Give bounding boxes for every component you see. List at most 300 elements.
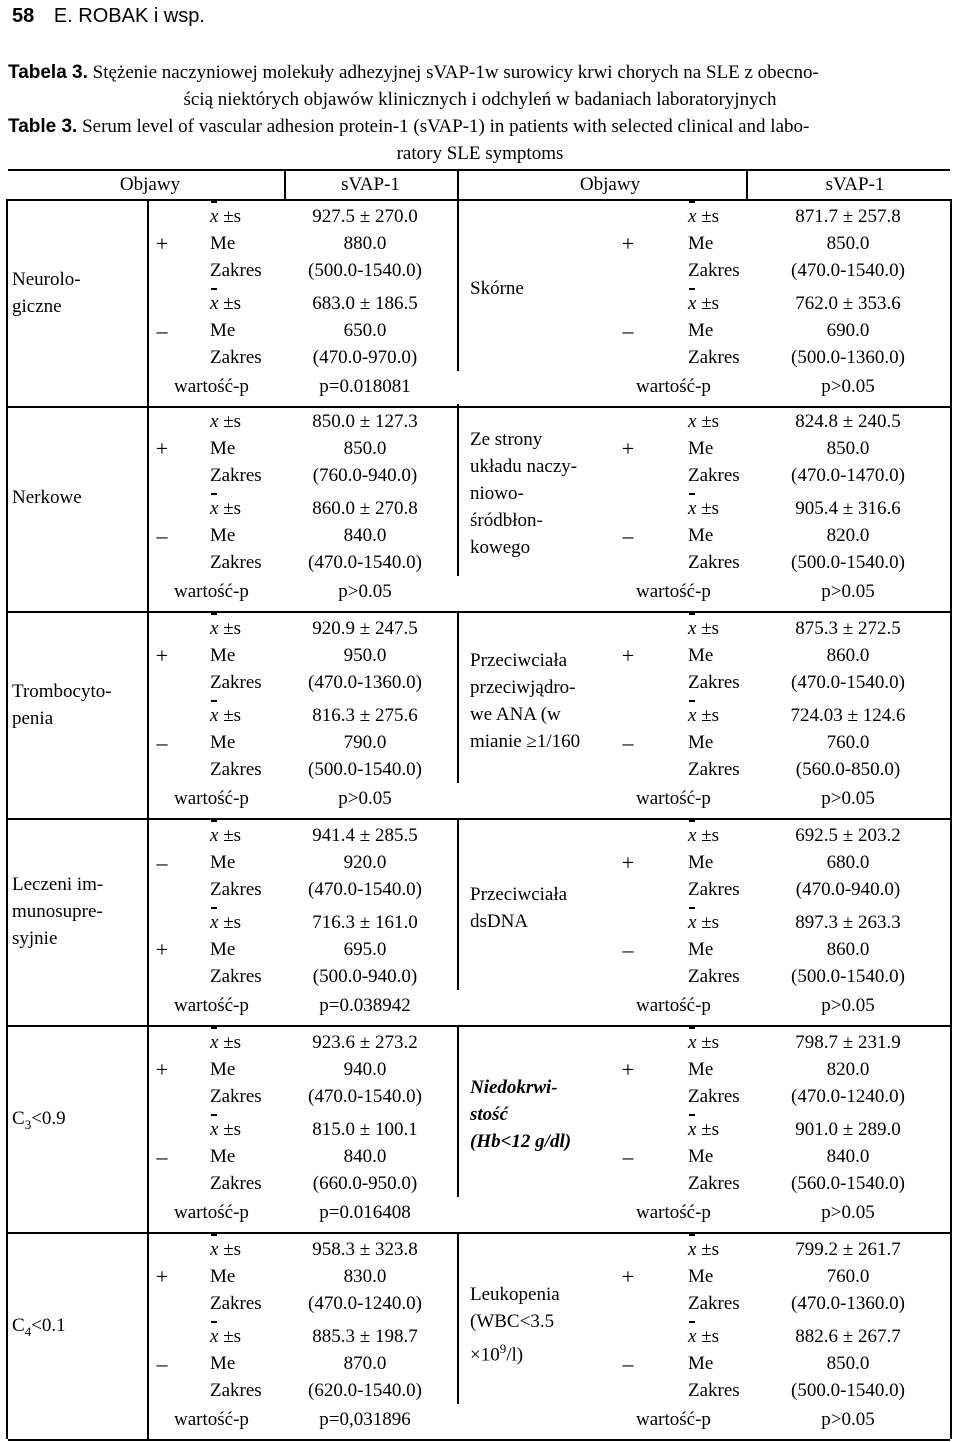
right-range-label: Zakres (688, 1173, 740, 1194)
table-rule-v (6, 199, 8, 406)
table-rule-v (950, 818, 952, 1025)
right-group-sign: + (621, 231, 635, 256)
left-median-value: 920.0 (343, 852, 387, 873)
right-mean-value: 897.3 ± 263.3 (795, 912, 901, 933)
mean-symbol: x (688, 1236, 696, 1263)
right-feature-name (470, 275, 524, 302)
right-median-value: 840.0 (826, 1146, 870, 1167)
feature-name-text: Skórne (470, 278, 524, 299)
left-pvalue: p=0.018081 (319, 376, 411, 397)
mean-symbol: x (688, 290, 696, 317)
left-feature-name (12, 266, 81, 320)
left-median-label: Me (210, 1059, 236, 1080)
left-range-label: Zakres (210, 1380, 262, 1401)
left-feature-name (12, 678, 112, 732)
right-group-sign: + (621, 436, 635, 461)
left-pvalue: p=0,031896 (319, 1409, 411, 1430)
right-median-label: Me (688, 1353, 714, 1374)
left-median-value: 850.0 (343, 438, 387, 459)
feature-name-text: Trombocyto- penia (12, 680, 112, 729)
right-group-sign: – (622, 937, 634, 962)
right-median-label: Me (688, 525, 714, 546)
running-head (12, 0, 205, 32)
mean-symbol: x (688, 495, 696, 522)
mean-symbol: x (688, 615, 696, 642)
left-range-value: (470.0-1240.0) (308, 1293, 422, 1314)
plus-minus-s: ±s (696, 1239, 720, 1260)
right-mean-value: 692.5 ± 203.2 (795, 825, 901, 846)
header-svap-right: sVAP-1 (825, 174, 885, 195)
left-range-value: (500.0-940.0) (312, 966, 418, 987)
left-mean-label (210, 1236, 241, 1263)
mean-symbol: x (210, 1323, 218, 1350)
left-group-sign: – (156, 730, 168, 755)
left-mean-label (210, 615, 241, 642)
right-mean-value: 824.8 ± 240.5 (795, 411, 901, 432)
feature-name-text: C (12, 1108, 25, 1129)
plus-minus-s: ±s (218, 206, 242, 227)
table-rule-v (147, 199, 149, 406)
table-rule-v (6, 404, 8, 611)
plus-minus-s: ±s (696, 206, 720, 227)
left-median-value: 880.0 (343, 233, 387, 254)
right-pvalue-label: wartość-p (636, 1202, 711, 1223)
right-mean-label (688, 290, 719, 317)
left-mean-label (210, 495, 241, 522)
left-median-value: 830.0 (343, 1266, 387, 1287)
mean-symbol: x (210, 702, 218, 729)
right-median-value: 850.0 (826, 1353, 870, 1374)
table-rule-h (8, 1025, 950, 1027)
table-rule-v (457, 404, 459, 576)
left-mean-value: 683.0 ± 186.5 (312, 293, 418, 314)
left-mean-label (210, 1029, 241, 1056)
table-rule-v (746, 169, 748, 199)
table-rule-v (950, 199, 952, 406)
right-mean-value: 875.3 ± 272.5 (795, 618, 901, 639)
right-mean-label (688, 615, 719, 642)
right-median-value: 850.0 (826, 233, 870, 254)
right-range-label: Zakres (688, 672, 740, 693)
left-group-sign: – (156, 1144, 168, 1169)
left-range-value: (470.0-1360.0) (308, 672, 422, 693)
right-pvalue: p>0.05 (821, 1409, 875, 1430)
table-rule-h (8, 611, 950, 613)
table-rule-v (457, 1232, 459, 1404)
left-range-value: (760.0-940.0) (312, 465, 418, 486)
right-mean-value: 871.7 ± 257.8 (795, 206, 901, 227)
right-mean-label (688, 1323, 719, 1350)
left-median-label: Me (210, 645, 236, 666)
left-mean-value: 885.3 ± 198.7 (312, 1326, 418, 1347)
left-pvalue-label: wartość-p (174, 788, 249, 809)
right-mean-label (688, 822, 719, 849)
feature-name-subscript: 3 (24, 1116, 32, 1132)
feature-name-text: Przeciwciała dsDNA (470, 883, 568, 932)
left-group-sign: – (156, 850, 168, 875)
right-pvalue-label: wartość-p (636, 376, 711, 397)
left-mean-value: 920.9 ± 247.5 (312, 618, 418, 639)
right-range-value: (560.0-850.0) (795, 759, 901, 780)
plus-minus-s: ±s (696, 411, 720, 432)
right-range-value: (500.0-1540.0) (791, 552, 905, 573)
right-mean-value: 901.0 ± 289.0 (795, 1119, 901, 1140)
right-group-sign: – (622, 318, 634, 343)
right-range-label: Zakres (688, 347, 740, 368)
left-range-value: (500.0-1540.0) (308, 759, 422, 780)
left-median-value: 695.0 (343, 939, 387, 960)
right-mean-value: 882.6 ± 267.7 (795, 1326, 901, 1347)
mean-symbol: x (210, 1236, 218, 1263)
table-rule-v (950, 404, 952, 611)
right-group-sign: + (621, 643, 635, 668)
right-mean-label (688, 1029, 719, 1056)
left-median-label: Me (210, 1266, 236, 1287)
left-median-label: Me (210, 732, 236, 753)
right-median-value: 850.0 (826, 438, 870, 459)
right-mean-label (688, 1116, 719, 1143)
left-mean-value: 923.6 ± 273.2 (312, 1032, 418, 1053)
left-median-label: Me (210, 852, 236, 873)
right-median-label: Me (688, 732, 714, 753)
plus-minus-s: ±s (218, 1119, 242, 1140)
right-median-value: 760.0 (826, 732, 870, 753)
left-median-label: Me (210, 1146, 236, 1167)
caption-line1-en: Serum level of vascular adhesion protein-1 (sVAP-1) in patients with selected clinical and labo- (82, 116, 810, 137)
right-mean-label (688, 909, 719, 936)
table-rule-v (950, 1025, 952, 1232)
right-mean-value: 724.03 ± 124.6 (790, 705, 906, 726)
right-group-sign: – (622, 1144, 634, 1169)
right-mean-label (688, 1236, 719, 1263)
plus-minus-s: ±s (218, 1032, 242, 1053)
right-pvalue: p>0.05 (821, 1202, 875, 1223)
table-rule-h (8, 1232, 950, 1234)
feature-name-text: C (12, 1315, 25, 1336)
right-pvalue-label: wartość-p (636, 581, 711, 602)
right-range-label: Zakres (688, 879, 740, 900)
table-rule-v (6, 1025, 8, 1232)
right-mean-label (688, 702, 719, 729)
left-range-label: Zakres (210, 966, 262, 987)
left-pvalue: p>0.05 (338, 581, 392, 602)
feature-name-tail: <0.9 (31, 1108, 66, 1129)
mean-symbol: x (210, 615, 218, 642)
left-group-sign: + (155, 1057, 169, 1082)
right-median-label: Me (688, 939, 714, 960)
right-range-value: (500.0-1540.0) (791, 1380, 905, 1401)
left-range-value: (470.0-1540.0) (308, 879, 422, 900)
caption-line1-pl: Stężenie naczyniowej molekuły adhezyjnej sVAP-1w surowicy krwi chorych na SLE z obecno- (92, 62, 819, 83)
right-range-label: Zakres (688, 260, 740, 281)
caption-line2-en: ratory SLE symptoms (396, 143, 564, 164)
left-median-label: Me (210, 233, 236, 254)
table-rule-v (457, 1025, 459, 1197)
left-group-sign: – (156, 318, 168, 343)
mean-symbol: x (210, 495, 218, 522)
right-pvalue: p>0.05 (821, 581, 875, 602)
left-mean-label (210, 408, 241, 435)
right-pvalue: p>0.05 (821, 788, 875, 809)
right-median-label: Me (688, 645, 714, 666)
left-range-label: Zakres (210, 1086, 262, 1107)
plus-minus-s: ±s (218, 1239, 242, 1260)
left-median-label: Me (210, 525, 236, 546)
right-range-label: Zakres (688, 465, 740, 486)
left-range-label: Zakres (210, 879, 262, 900)
right-group-sign: – (622, 1351, 634, 1376)
right-pvalue-label: wartość-p (636, 788, 711, 809)
plus-minus-s: ±s (696, 1032, 720, 1053)
left-mean-value: 716.3 ± 161.0 (312, 912, 418, 933)
left-feature-name (12, 871, 103, 952)
plus-minus-s: ±s (218, 411, 242, 432)
left-mean-label (210, 702, 241, 729)
left-mean-label (210, 1116, 241, 1143)
caption-english (8, 113, 952, 167)
left-median-value: 790.0 (343, 732, 387, 753)
right-median-label: Me (688, 852, 714, 873)
left-range-label: Zakres (210, 465, 262, 486)
table-rule-v (147, 818, 149, 1025)
right-range-label: Zakres (688, 1293, 740, 1314)
caption-line2-pl: ścią niektórych objawów klinicznych i odchyleń w badaniach laboratoryjnych (183, 89, 777, 110)
mean-symbol: x (210, 822, 218, 849)
mean-symbol: x (210, 1029, 218, 1056)
left-mean-value: 927.5 ± 270.0 (312, 206, 418, 227)
left-mean-label (210, 909, 241, 936)
table-rule-v (147, 404, 149, 611)
right-range-value: (500.0-1540.0) (791, 966, 905, 987)
right-range-value: (470.0-1470.0) (791, 465, 905, 486)
mean-symbol: x (210, 290, 218, 317)
plus-minus-s: ±s (696, 705, 720, 726)
table-rule-v (950, 1232, 952, 1439)
mean-symbol: x (688, 408, 696, 435)
feature-name-text: Ze strony układu naczy- niowo- śródbłon- kowego (470, 429, 578, 558)
right-feature-name (470, 881, 567, 935)
mean-symbol: x (210, 203, 218, 230)
table-rule-h (8, 199, 950, 201)
left-group-sign: + (155, 231, 169, 256)
page-number: 58 (12, 5, 35, 27)
left-median-label: Me (210, 939, 236, 960)
right-pvalue: p>0.05 (821, 376, 875, 397)
left-feature-name (12, 1312, 66, 1345)
left-range-label: Zakres (210, 759, 262, 780)
caption-label-en: Table 3. (8, 116, 78, 137)
left-range-value: (470.0-970.0) (312, 347, 418, 368)
right-range-label: Zakres (688, 966, 740, 987)
left-median-value: 840.0 (343, 525, 387, 546)
feature-name-text: Leczeni im- munosupre- syjnie (12, 874, 104, 949)
left-range-label: Zakres (210, 260, 262, 281)
right-mean-label (688, 495, 719, 522)
left-mean-value: 850.0 ± 127.3 (312, 411, 418, 432)
left-range-label: Zakres (210, 1293, 262, 1314)
left-pvalue-label: wartość-p (174, 581, 249, 602)
right-range-value: (560.0-1540.0) (791, 1173, 905, 1194)
right-feature-name (470, 1074, 571, 1155)
left-median-label: Me (210, 1353, 236, 1374)
right-median-value: 860.0 (826, 645, 870, 666)
right-range-label: Zakres (688, 552, 740, 573)
caption-label-pl: Tabela 3. (8, 62, 88, 83)
mean-symbol: x (688, 1323, 696, 1350)
plus-minus-s: ±s (218, 1326, 242, 1347)
mean-symbol: x (688, 909, 696, 936)
right-mean-value: 798.7 ± 231.9 (795, 1032, 901, 1053)
left-pvalue-label: wartość-p (174, 995, 249, 1016)
right-median-value: 680.0 (826, 852, 870, 873)
table-rule-v (147, 1025, 149, 1232)
right-median-label: Me (688, 1059, 714, 1080)
plus-minus-s: ±s (218, 498, 242, 519)
right-median-value: 820.0 (826, 1059, 870, 1080)
left-mean-value: 941.4 ± 285.5 (312, 825, 418, 846)
plus-minus-s: ±s (696, 618, 720, 639)
plus-minus-s: ±s (696, 498, 720, 519)
feature-name-text: Nerkowe (12, 487, 82, 508)
left-pvalue-label: wartość-p (174, 1409, 249, 1430)
left-feature-name (12, 1105, 66, 1138)
right-range-value: (470.0-1540.0) (791, 260, 905, 281)
mean-symbol: x (210, 909, 218, 936)
mean-symbol: x (210, 408, 218, 435)
left-range-value: (660.0-950.0) (312, 1173, 418, 1194)
feature-name-superscript: 9 (499, 1341, 507, 1356)
plus-minus-s: ±s (696, 293, 720, 314)
left-range-label: Zakres (210, 672, 262, 693)
left-median-value: 840.0 (343, 1146, 387, 1167)
plus-minus-s: ±s (696, 1119, 720, 1140)
left-range-value: (470.0-1540.0) (308, 552, 422, 573)
right-median-label: Me (688, 1266, 714, 1287)
left-group-sign: – (156, 1351, 168, 1376)
left-pvalue-label: wartość-p (174, 376, 249, 397)
right-median-value: 760.0 (826, 1266, 870, 1287)
right-group-sign: + (621, 1057, 635, 1082)
right-pvalue-label: wartość-p (636, 995, 711, 1016)
left-mean-value: 860.0 ± 270.8 (312, 498, 418, 519)
plus-minus-s: ±s (696, 825, 720, 846)
right-mean-value: 762.0 ± 353.6 (795, 293, 901, 314)
left-mean-label (210, 822, 241, 849)
plus-minus-s: ±s (218, 293, 242, 314)
right-range-value: (500.0-1360.0) (791, 347, 905, 368)
plus-minus-s: ±s (696, 912, 720, 933)
left-mean-value: 815.0 ± 100.1 (312, 1119, 418, 1140)
mean-symbol: x (688, 203, 696, 230)
right-mean-label (688, 203, 719, 230)
table-rule-v (6, 1232, 8, 1439)
feature-name-tail: /l) (506, 1344, 524, 1366)
left-mean-value: 816.3 ± 275.6 (312, 705, 418, 726)
right-group-sign: + (621, 850, 635, 875)
right-median-label: Me (688, 320, 714, 341)
mean-symbol: x (688, 702, 696, 729)
left-group-sign: + (155, 937, 169, 962)
right-pvalue-label: wartość-p (636, 1409, 711, 1430)
left-pvalue: p=0.016408 (319, 1202, 411, 1223)
right-feature-name (470, 426, 577, 561)
left-range-label: Zakres (210, 1173, 262, 1194)
header-objawy-right: Objawy (579, 174, 641, 195)
table-rule-h (8, 1439, 950, 1441)
left-range-value: (470.0-1540.0) (308, 1086, 422, 1107)
feature-name-tail: <0.1 (31, 1315, 66, 1336)
table-rule-v (147, 611, 149, 818)
right-group-sign: – (622, 523, 634, 548)
feature-name-text: Leukopenia (WBC<3.5 ×10 (470, 1284, 560, 1366)
feature-name-text: Neurolo- giczne (12, 268, 81, 317)
table-rule-v (950, 611, 952, 818)
left-group-sign: + (155, 1264, 169, 1289)
right-pvalue: p>0.05 (821, 995, 875, 1016)
plus-minus-s: ±s (218, 705, 242, 726)
right-feature-name (470, 647, 580, 755)
right-range-label: Zakres (688, 1380, 740, 1401)
table-rule-h (8, 818, 950, 820)
left-range-label: Zakres (210, 552, 262, 573)
left-range-value: (500.0-1540.0) (308, 260, 422, 281)
table-rule-v (284, 169, 286, 199)
plus-minus-s: ±s (218, 825, 242, 846)
right-median-label: Me (688, 438, 714, 459)
left-pvalue: p>0.05 (338, 788, 392, 809)
left-group-sign: – (156, 523, 168, 548)
feature-name-text: Niedokrwi- stość (Hb<12 g/dl) (470, 1077, 572, 1152)
left-median-value: 650.0 (343, 320, 387, 341)
table-rule-v (457, 818, 459, 990)
right-range-value: (470.0-1540.0) (791, 672, 905, 693)
left-median-label: Me (210, 438, 236, 459)
right-group-sign: – (622, 730, 634, 755)
right-range-value: (470.0-940.0) (795, 879, 901, 900)
plus-minus-s: ±s (218, 618, 242, 639)
right-group-sign: + (621, 1264, 635, 1289)
mean-symbol: x (688, 1029, 696, 1056)
table-rule-v (6, 818, 8, 1025)
left-mean-label (210, 203, 241, 230)
right-mean-value: 905.4 ± 316.6 (795, 498, 901, 519)
table-rule-v (6, 611, 8, 818)
mean-symbol: x (210, 1116, 218, 1143)
left-median-value: 950.0 (343, 645, 387, 666)
left-pvalue: p=0.038942 (319, 995, 411, 1016)
right-median-value: 820.0 (826, 525, 870, 546)
left-group-sign: + (155, 643, 169, 668)
right-feature-name (470, 1281, 560, 1368)
left-pvalue-label: wartość-p (174, 1202, 249, 1223)
caption-polish (8, 59, 952, 113)
left-median-value: 870.0 (343, 1353, 387, 1374)
mean-symbol: x (688, 1116, 696, 1143)
left-mean-value: 958.3 ± 323.8 (312, 1239, 418, 1260)
table-rule-v (457, 169, 459, 199)
table-rule-v (147, 1232, 149, 1439)
left-range-label: Zakres (210, 347, 262, 368)
right-mean-value: 799.2 ± 261.7 (795, 1239, 901, 1260)
mean-symbol: x (688, 822, 696, 849)
right-median-value: 690.0 (826, 320, 870, 341)
right-range-label: Zakres (688, 759, 740, 780)
right-range-value: (470.0-1360.0) (791, 1293, 905, 1314)
left-median-label: Me (210, 320, 236, 341)
left-feature-name (12, 484, 82, 511)
right-mean-label (688, 408, 719, 435)
right-range-value: (470.0-1240.0) (791, 1086, 905, 1107)
